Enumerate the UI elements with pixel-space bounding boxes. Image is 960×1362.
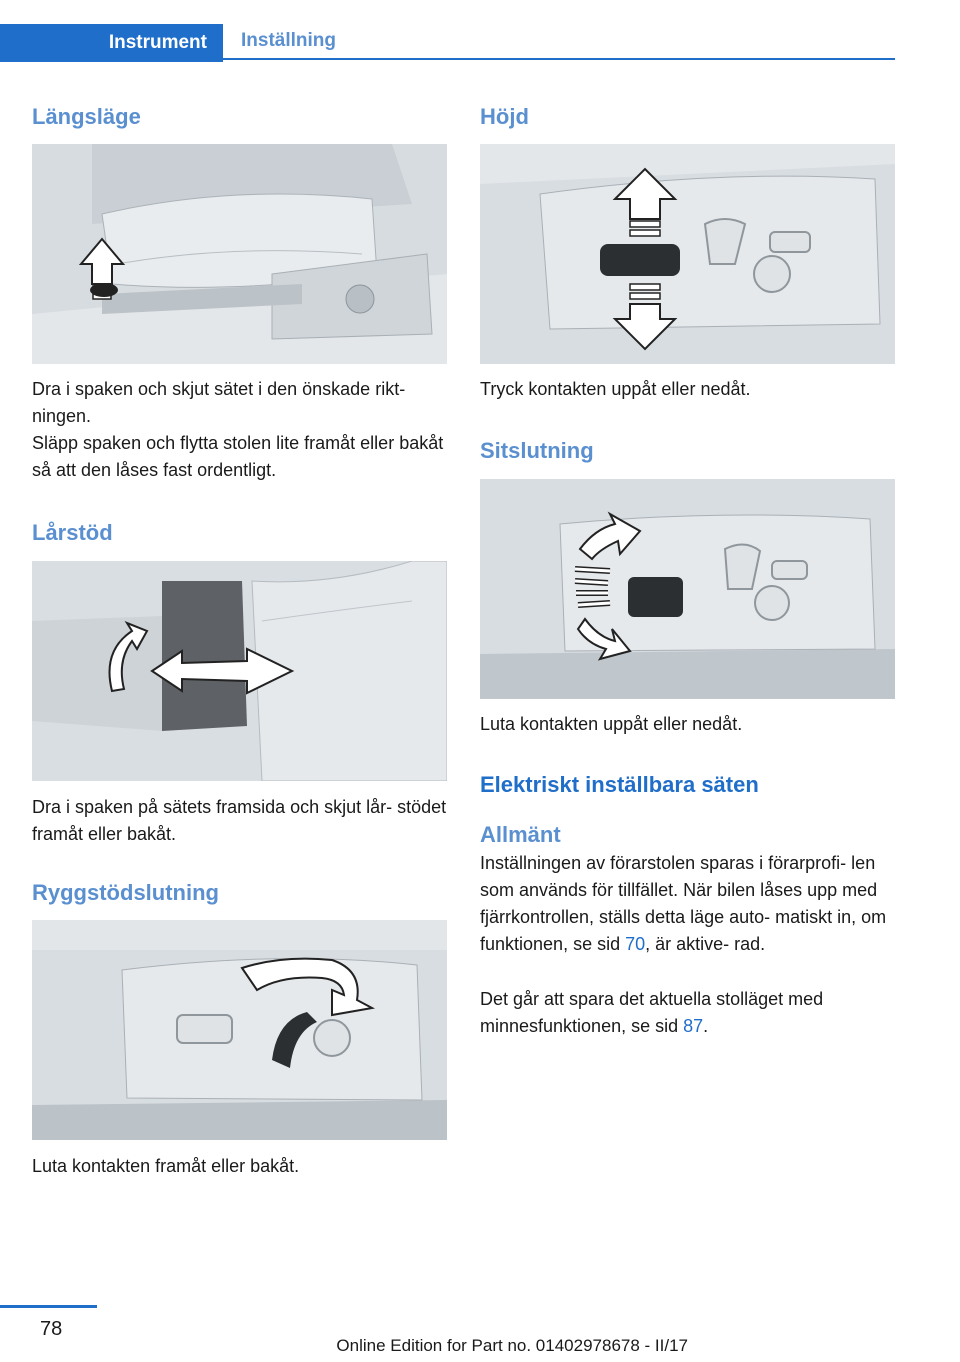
text-langslage-2: Släpp spaken och flytta stolen lite framåt eller bakåt så att den låses fast ordentligt. [32,433,444,480]
text-ryggstodslutning: Luta kontakten framåt eller bakåt. [32,1156,300,1176]
text-allmant-2: Det går att spara det aktuella stolläget med minnesfunktionen, se sid 87. [480,989,824,1036]
figure-backrest-tilt [32,920,447,1140]
footer-rule [0,1305,97,1308]
heading-larstod: Lårstöd [32,520,113,545]
link-page-70[interactable]: 70 [625,934,646,954]
figure-seat-height [480,144,895,364]
text-langslage-1: Dra i spaken och skjut sätet i den önskade rikt‐ ningen. [32,379,406,426]
tab-instrument[interactable]: Instrument [0,24,223,62]
tab-installning[interactable]: Inställning [223,24,895,60]
text-sitslutning: Luta kontakten uppåt eller nedåt. [480,714,743,734]
heading-langslage: Längsläge [32,104,141,129]
heading-ryggstodslutning: Ryggstödslutning [32,880,219,905]
text-larstod: Dra i spaken på sätets framsida och skjut lår‐ stödet framåt eller bakåt. [32,797,447,844]
heading-hojd: Höjd [480,104,529,129]
heading-allmant: Allmänt [480,822,561,847]
text-hojd: Tryck kontakten uppåt eller nedåt. [480,379,751,399]
heading-sitslutning: Sitslutning [480,438,594,463]
page-number: 78 [40,1318,63,1340]
edition-note: Online Edition for Part no. 01402978678 - II/17 [336,1336,688,1355]
figure-seat-longitudinal [32,144,447,364]
text-allmant-1: Inställningen av förarstolen sparas i förarprofi‐ len som används för tillfället. När bilen låses upp med fjärrkontrollen, ställs detta läge auto‐ matiskt in, om funktionen, se sid 70, är aktive‐ rad. [480,853,887,954]
figure-seat-thigh-support [32,561,447,781]
link-page-87[interactable]: 87 [683,1016,704,1036]
heading-elektriskt-installbara-saten: Elektriskt inställbara säten [480,772,759,797]
figure-seat-tilt [480,479,895,699]
header-tabbar [0,24,895,62]
